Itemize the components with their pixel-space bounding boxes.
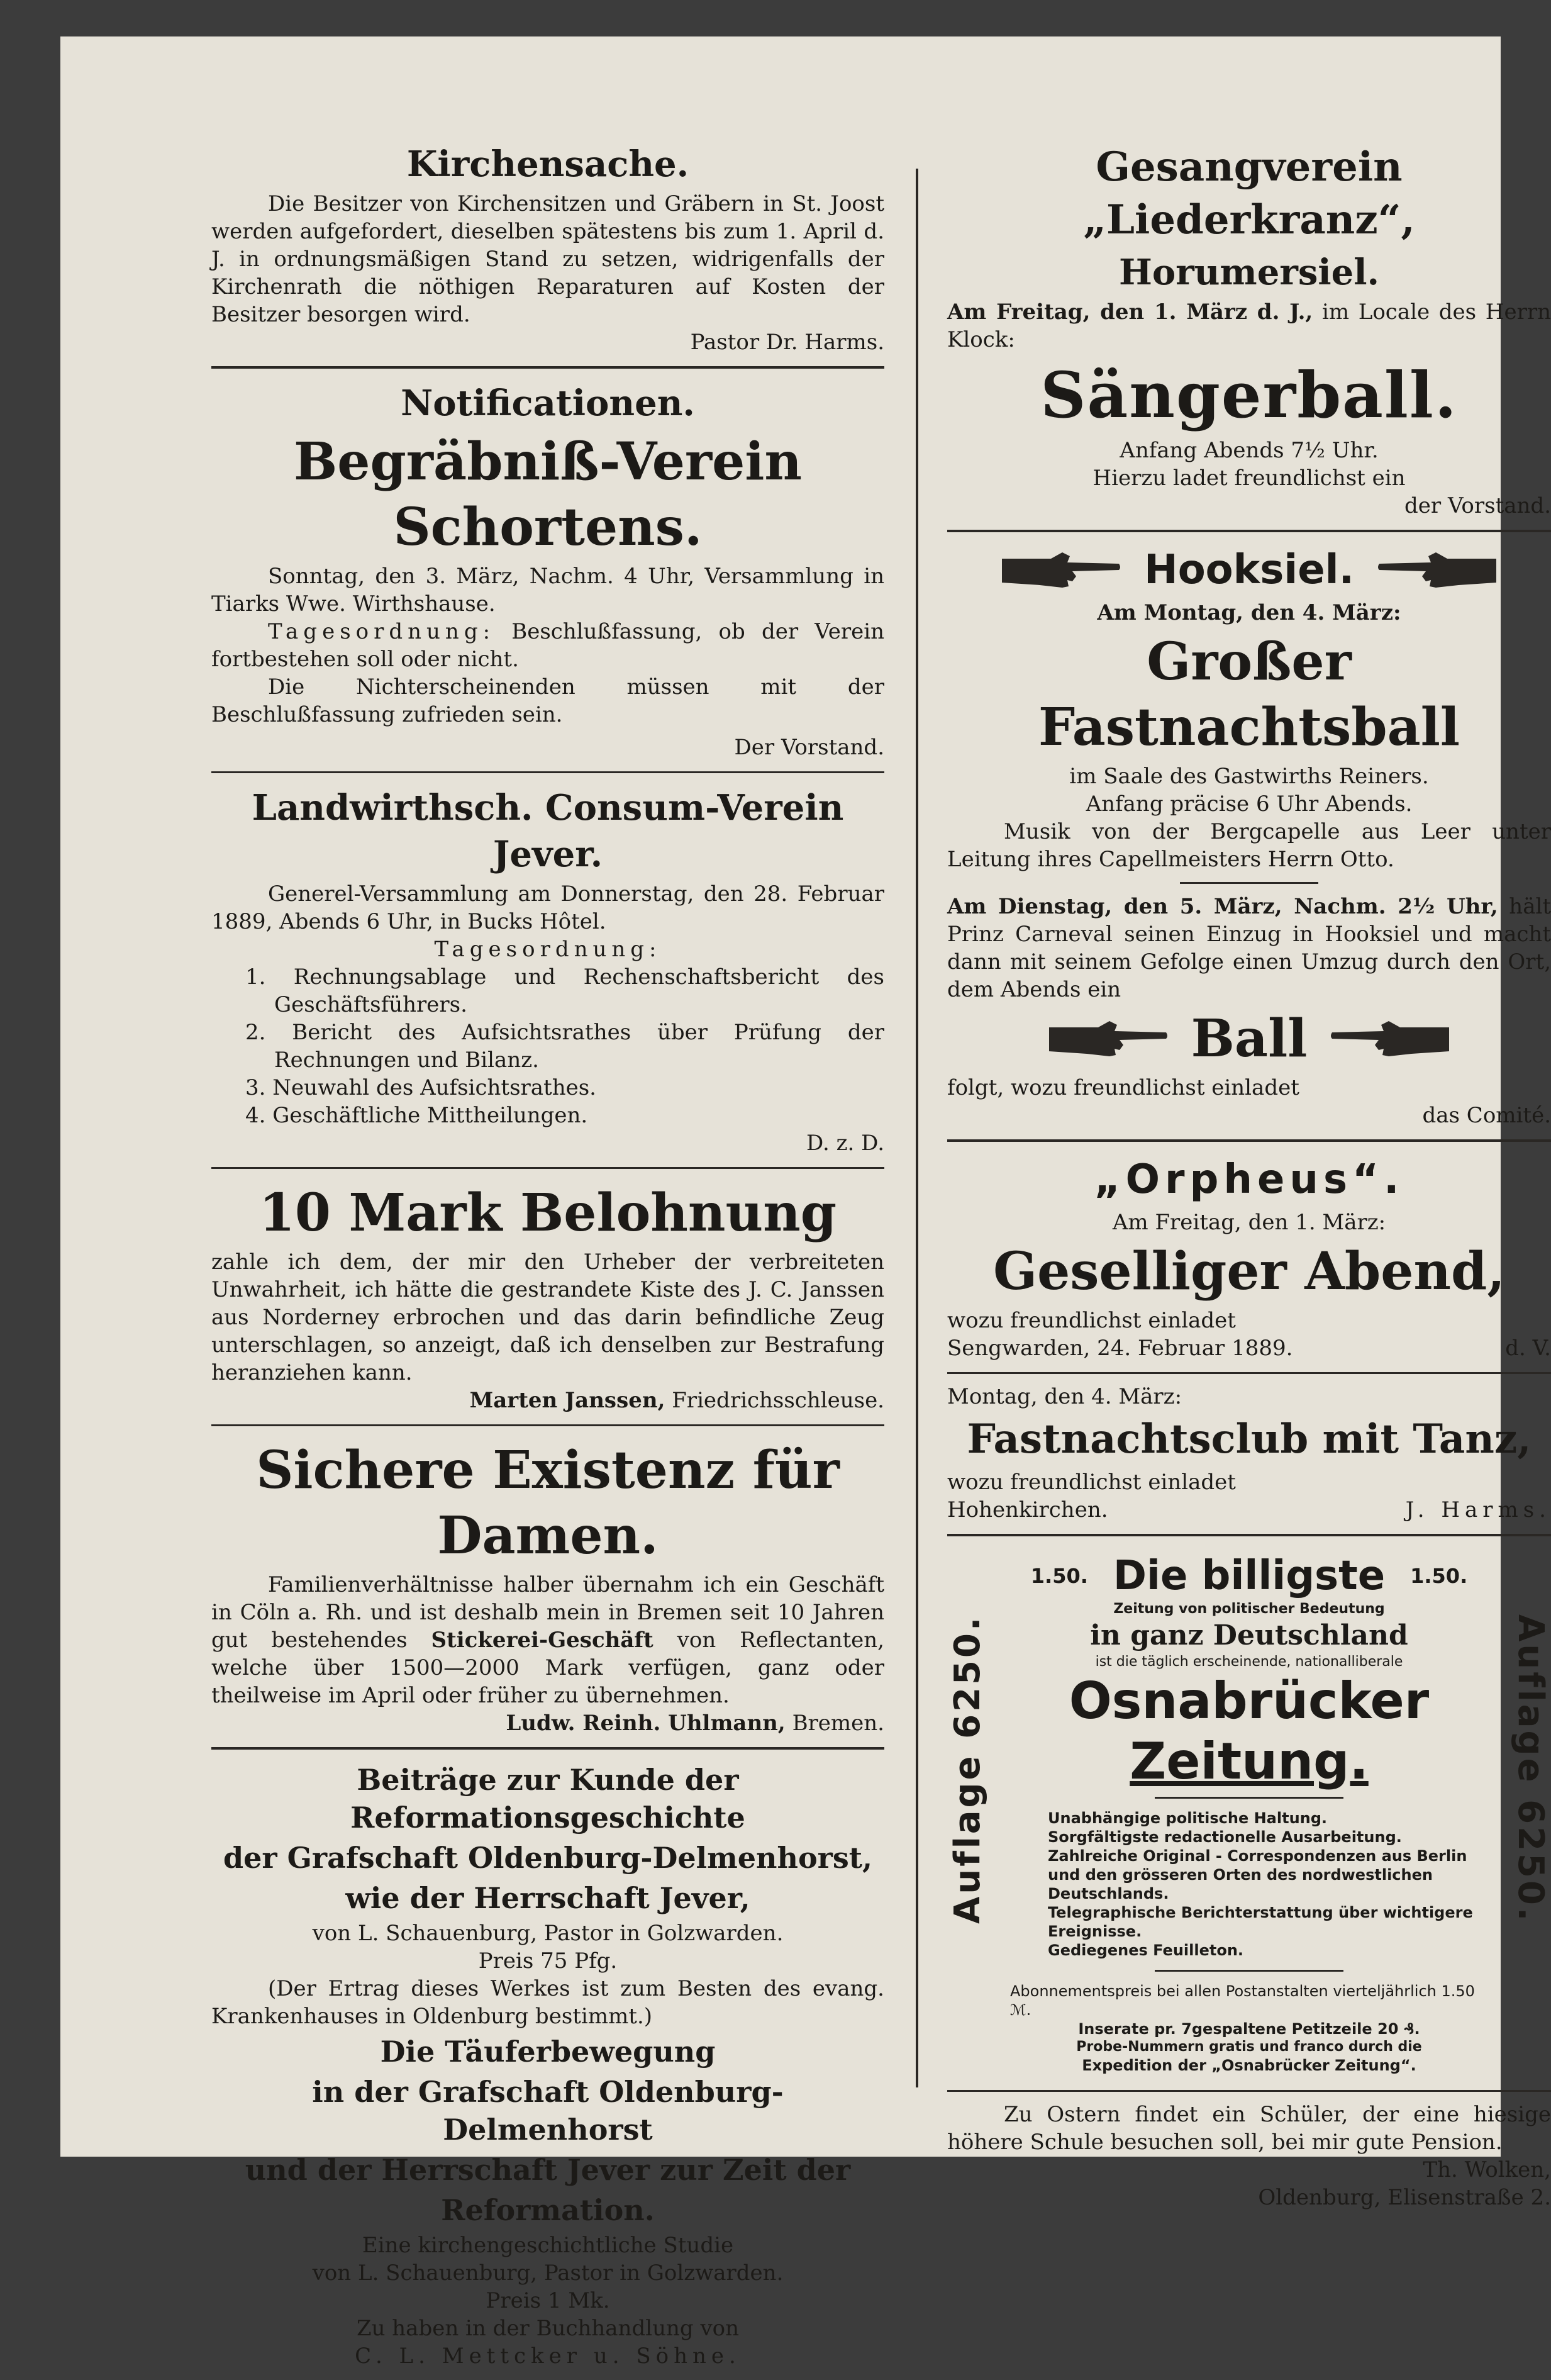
ad-signature: d. V. — [1505, 1336, 1551, 1361]
pointing-hand-right-icon — [1049, 1019, 1169, 1059]
feature-list — [1010, 1809, 1488, 1960]
ad-pension — [947, 2090, 1551, 2221]
signature-row — [947, 1334, 1551, 1362]
signature-name: Marten Janssen, — [469, 1388, 665, 1413]
pointing-hand-left-icon — [1377, 550, 1496, 590]
event-date: Montag, den 4. März: — [947, 1384, 1182, 1409]
in-ganz-deutschland: in ganz Deutschland — [1090, 1619, 1408, 1651]
agenda-item: 2. Bericht des Aufsichtsrathes über Prüfung der Rechnungen und Bilanz. — [245, 1020, 884, 1073]
signature-name: Ludw. Reinh. Uhlmann, — [506, 1711, 786, 1736]
event-date: Am Montag, den 4. März: — [1097, 600, 1401, 625]
ad-signature: Pastor Dr. Harms. — [690, 330, 884, 355]
book-title: Reformation. — [441, 2193, 655, 2227]
event-date: Am Freitag, den 1. März d. J., — [947, 299, 1313, 325]
ad-notificationen — [211, 366, 884, 771]
newspaper-name — [1010, 1671, 1488, 1792]
price-right: 1.50. — [1410, 1564, 1468, 1588]
ad-signature: Th. Wolken, — [1423, 2157, 1551, 2182]
ad-signature: das Comité. — [1422, 1103, 1551, 1128]
signature-row — [947, 1496, 1551, 1524]
event-name: Ball — [1191, 1008, 1308, 1069]
ad-fastnachtsclub — [947, 1372, 1551, 1534]
ad-place: Horumersiel. — [1118, 252, 1380, 293]
book-price: Preis 1 Mk. — [486, 2288, 610, 2313]
ad-body: im Saale des Gastwirths Reiners. — [1069, 764, 1429, 789]
agenda-item: 1. Rechnungsablage und Rechenschaftsbericht des Geschäftsführers. — [245, 964, 884, 1017]
newspaper-page — [60, 36, 1551, 2369]
feature-item: Unabhängige politische Haltung. — [1048, 1809, 1328, 1827]
ad-beitraege — [211, 1747, 884, 2380]
event-date: Am Dienstag, den 5. März, Nachm. 2½ Uhr, — [947, 894, 1498, 919]
price-left: 1.50. — [1030, 1564, 1088, 1588]
section-title: Notificationen. — [401, 383, 695, 424]
ad-title: Kirchensache. — [406, 143, 689, 185]
place: Hohenkirchen. — [947, 1497, 1108, 1522]
book-author: von L. Schauenburg, Pastor in Golzwarden. — [312, 1921, 784, 1946]
event-start: Anfang Abends 7½ Uhr. — [1120, 438, 1379, 463]
ad-body: zahle ich dem, der mir den Urheber der verbreiteten Unwahrheit, ich hätte die gestrandete Kiste des J. C. Janssen aus Norderney erbrochen und das darin befindliche Zeug unterschlagen, so anzeigt, daß ich denselben zur Bestrafung heranziehen kann. — [211, 1249, 884, 1385]
headline: Die billigste — [1113, 1553, 1386, 1599]
ad-title: Landwirthsch. Consum-Verein Jever. — [252, 787, 844, 875]
signature-place: Bremen. — [792, 1711, 884, 1736]
book-title: der Grafschaft Oldenburg-Delmenhorst, — [223, 1841, 873, 1875]
title-row — [947, 541, 1551, 599]
event-date: Am Freitag, den 1. März: — [1112, 1210, 1386, 1235]
agenda-label: Tagesordnung: — [268, 619, 496, 644]
ad-title: Gesangverein „Liederkranz“, — [1083, 143, 1415, 243]
ad-body: von Reflectanten, welche über 1500—2000 Mark verfügen, ganz oder theilweise im April oder früher zu übernehmen. — [211, 1628, 884, 1708]
event-name: Fastnachtsclub mit Tanz, — [967, 1416, 1532, 1463]
newspaper-name-part: Zeitung. — [1130, 1732, 1369, 1791]
bookshop-label: Zu haben in der Buchhandlung von — [356, 2316, 740, 2341]
side-label-left: Auflage 6250. — [947, 1614, 988, 1924]
agenda-label: Tagesordnung: — [434, 937, 662, 962]
book-subtitle: Eine kirchengeschichtliche Studie — [362, 2233, 734, 2258]
ad-body: Die Besitzer von Kirchensitzen und Gräbern in St. Joost werden aufgefordert, dieselben spätestens bis zum 1. April d. J. in ordnungsmäßigen Stand zu setzen, widrigenfalls der Kirchenrath die nöthigen Reparaturen auf Kosten der Besitzer besorgen wird. — [211, 191, 884, 327]
divider — [1155, 1970, 1343, 1972]
ad-title: „Orpheus“. — [1094, 1156, 1404, 1203]
expedition: Expedition der „Osnabrücker Zeitung“. — [1082, 2057, 1416, 2074]
feature-item: Gediegenes Feuilleton. — [1048, 1941, 1244, 1959]
ad-liederkranz — [947, 130, 1551, 530]
feature-item: Telegraphische Berichterstattung über wichtigere Ereignisse. — [1048, 1904, 1473, 1940]
ad-existenz-damen — [211, 1424, 884, 1747]
pointing-hand-left-icon — [1330, 1019, 1449, 1059]
book-title: wie der Herrschaft Jever, — [345, 1881, 750, 1915]
headline-row — [1010, 1551, 1488, 1601]
book-title: in der Grafschaft Oldenburg-Delmenhorst — [312, 2075, 784, 2147]
event-name: Geselliger Abend, — [993, 1241, 1505, 1302]
book-title: Die Täuferbewegung — [380, 2035, 716, 2069]
ad-body: Anfang präcise 6 Uhr Abends. — [1086, 791, 1413, 817]
ad-title: Begräbniß-Verein Schortens. — [293, 432, 803, 557]
subline: Zeitung von politischer Bedeutung — [1113, 1601, 1385, 1617]
sample-copies: Probe-Nummern gratis und franco durch die — [1076, 2039, 1422, 2055]
ad-kirchensache — [211, 130, 884, 366]
book-title: Beiträge zur Kunde der Reformationsgeschichte — [350, 1763, 745, 1835]
event-name: Sängerball. — [1040, 358, 1458, 432]
invite-line: wozu freundlichst einladet — [947, 1470, 1236, 1495]
agenda-list — [211, 963, 884, 1129]
subscription-price: Abonnementspreis bei allen Postanstalten vierteljährlich 1.50 ℳ. — [1010, 1982, 1475, 2019]
agenda-item: 4. Geschäftliche Mittheilungen. — [245, 1103, 588, 1128]
divider — [1180, 882, 1318, 884]
event-name: Großer Fastnachtsball — [1038, 632, 1460, 757]
ad-body: hält Prinz Carneval seinen Einzug in Hooksiel und macht dann mit seinem Gefolge einen Umzug durch den Ort, dem Abends ein — [947, 894, 1551, 1002]
ad-body: Sonntag, den 3. März, Nachm. 4 Uhr, Versammlung in Tiarks Wwe. Wirthshause. — [211, 564, 884, 617]
ad-body: im Locale des Herrn Klock: — [947, 299, 1551, 352]
invite-line: Hierzu ladet freundlichst ein — [1092, 466, 1406, 491]
feature-item: Zahlreiche Original - Correspondenzen aus Berlin und den grösseren Orten des nordwestlichen Deutschlands. — [1048, 1847, 1467, 1902]
ad-osnabruecker-zeitung — [947, 1534, 1551, 2090]
ad-body: Familienverhältnisse halber übernahm ich ein Geschäft in Cöln a. Rh. und ist deshalb mein in Bremen seit 10 Jahren gut bestehendes — [211, 1572, 884, 1653]
book-price: Preis 75 Pfg. — [478, 1948, 618, 1974]
ad-body: Zu Ostern findet ein Schüler, der eine hiesige höhere Schule besuchen soll, bei mir gute Pension. — [947, 2102, 1551, 2155]
feature-item: Sorgfältigste redactionelle Ausarbeitung. — [1048, 1828, 1402, 1846]
ad-title: Sichere Existenz für Damen. — [256, 1440, 840, 1566]
divider — [1155, 1797, 1343, 1799]
pointing-hand-right-icon — [1002, 550, 1121, 590]
signature-place: Friedrichsschleuse. — [672, 1388, 884, 1413]
place-date: Sengwarden, 24. Februar 1889. — [947, 1336, 1293, 1361]
ad-title: Hooksiel. — [1144, 547, 1354, 593]
ad-belohnung — [211, 1167, 884, 1424]
ad-signature: D. z. D. — [806, 1131, 884, 1156]
book-title: und der Herrschaft Jever zur Zeit der — [245, 2153, 851, 2187]
ad-body: Beschlußfassung, ob der Verein fortbestehen soll oder nicht. — [211, 619, 884, 672]
book-note: (Der Ertrag dieses Werkes ist zum Besten des evang. Krankenhauses in Oldenburg bestimmt.) — [211, 1976, 884, 2029]
left-column — [211, 130, 884, 2380]
ad-consum-verein — [211, 771, 884, 1167]
ad-orpheus — [947, 1139, 1551, 1372]
ad-rates: Inserate pr. 7gespaltene Petitzeile 20 ₰. — [1078, 2020, 1420, 2038]
ad-address: Oldenburg, Elisenstraße 2. — [1258, 2185, 1551, 2210]
ad-hooksiel — [947, 530, 1551, 1139]
invite-line: wozu freundlichst einladet — [947, 1308, 1236, 1333]
ad-title: 10 Mark Belohnung — [258, 1183, 837, 1243]
ball-row — [947, 1003, 1551, 1074]
side-label-right: Auflage 6250. — [1510, 1614, 1551, 1924]
invite-line: folgt, wozu freundlichst einladet — [947, 1075, 1299, 1100]
newspaper-name-part: Osnabrücker — [1069, 1672, 1430, 1730]
ad-signature: der Vorstand. — [1404, 493, 1551, 518]
ad-body: Die Nichterscheinenden müssen mit der Beschlußfassung zufrieden sein. — [211, 674, 884, 727]
column-divider — [916, 169, 918, 2087]
book-author: von L. Schauenburg, Pastor in Golzwarden. — [312, 2260, 784, 2286]
ad-signature: Der Vorstand. — [734, 735, 884, 760]
agenda-item: 3. Neuwahl des Aufsichtsrathes. — [245, 1075, 596, 1100]
ad-body: Musik von der Bergcapelle aus Leer unter Leitung ihres Capellmeisters Herrn Otto. — [947, 819, 1551, 872]
ad-body: Generel-Versammlung am Donnerstag, den 28. Februar 1889, Abends 6 Uhr, in Bucks Hôtel. — [211, 881, 884, 934]
descriptor: ist die täglich erscheinende, nationalliberale — [1095, 1654, 1403, 1670]
right-column — [947, 130, 1551, 2221]
ad-signature: J. Harms. — [1405, 1497, 1551, 1522]
ad-body-bold: Stickerei-Geschäft — [431, 1628, 653, 1653]
bookshop-name: C. L. Mettcker u. Söhne. — [355, 2344, 741, 2369]
